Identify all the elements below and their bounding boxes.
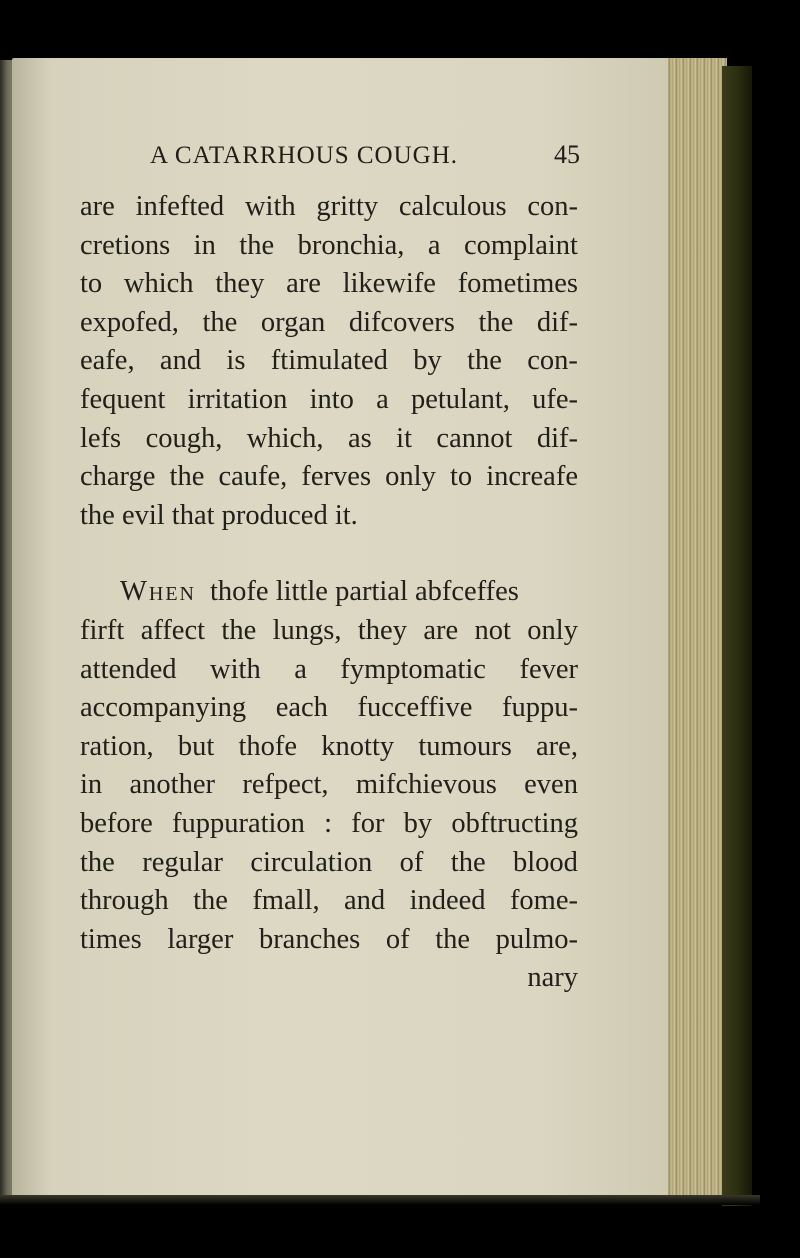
word: caufe, (218, 461, 288, 493)
word: the (202, 306, 238, 338)
running-title: A CATARRHOUS COUGH. (150, 142, 459, 169)
word: to (80, 268, 103, 300)
word: in (80, 769, 103, 801)
text-line (80, 805, 578, 844)
text-line (80, 766, 578, 805)
word: tumours (418, 730, 512, 762)
word: eafe, (80, 345, 135, 377)
page-number: 45 (554, 140, 580, 169)
word: of (399, 846, 424, 878)
text-line (80, 265, 578, 304)
word: not (474, 614, 511, 646)
word: increafe (486, 461, 578, 493)
word: fever (519, 653, 578, 685)
word: gritty (316, 191, 379, 222)
word: they (215, 268, 265, 300)
word: blood (513, 846, 578, 878)
word: complaint (463, 229, 578, 261)
text-line: When thofe little partial abfceffes (80, 573, 578, 612)
text-line: the evil that produced it. (80, 499, 358, 531)
word: : (324, 807, 333, 839)
word: bronchia, (297, 229, 405, 261)
word: even (524, 769, 578, 801)
word: cretions (80, 229, 171, 261)
text-line (80, 188, 578, 227)
word: pulmo- (495, 923, 578, 955)
word: a (427, 229, 441, 261)
word: fmall, (252, 885, 320, 917)
text-line (80, 420, 578, 459)
text-line (80, 689, 578, 728)
word: refpect, (242, 769, 329, 801)
word: the (169, 461, 205, 493)
word: of (385, 923, 410, 955)
word: fymptomatic (340, 653, 486, 685)
word: fuppu- (502, 692, 578, 724)
word: are (423, 614, 459, 646)
paragraph-gap (80, 535, 578, 573)
paragraph-lead-word: When (120, 576, 197, 608)
text-line (80, 612, 578, 651)
word: the (435, 923, 471, 955)
word: each (275, 692, 328, 724)
word: the (239, 229, 275, 261)
book-cover-edge (722, 66, 752, 1206)
word: accompanying (80, 692, 247, 724)
word: in (193, 229, 216, 261)
body-text (80, 188, 578, 998)
text-line (80, 921, 578, 960)
word: fuppuration (171, 807, 305, 839)
word: through (80, 885, 169, 917)
word: the (478, 306, 514, 338)
word: con- (527, 345, 578, 377)
word: with (210, 653, 261, 685)
word: knotty (321, 730, 395, 762)
word: before (80, 807, 153, 839)
word: branches (258, 923, 361, 955)
word: which, (246, 422, 324, 454)
word: thofe (238, 730, 298, 762)
word: another (129, 769, 215, 801)
word: indeed (409, 885, 486, 917)
word: the (80, 846, 115, 878)
word: ferves (301, 461, 372, 493)
catchword: nary (527, 962, 578, 994)
word: are (80, 191, 115, 222)
word: only (385, 461, 436, 493)
catchword-line (80, 959, 578, 998)
word: a (376, 383, 389, 415)
word: mifchievous (355, 769, 497, 801)
word: it (396, 422, 412, 454)
text-line (80, 342, 578, 381)
word: are (286, 268, 321, 300)
word: obftructing (451, 807, 578, 839)
word: affect (140, 614, 206, 646)
word: the (467, 345, 502, 377)
word: a (294, 653, 307, 685)
word: attended (80, 653, 177, 685)
word: but (177, 730, 215, 762)
word: difcovers (348, 306, 455, 338)
word: times (80, 923, 142, 955)
word: dif- (536, 422, 578, 454)
word: cough, (145, 422, 223, 454)
word: fequent (80, 383, 166, 415)
word: for (351, 807, 385, 839)
word: organ (260, 306, 326, 338)
word: con- (527, 191, 578, 222)
word: infefted (135, 191, 225, 222)
word: which (123, 268, 194, 300)
word: ration, (80, 730, 154, 762)
word: by (413, 345, 442, 377)
word: they (357, 614, 407, 646)
word: the (193, 885, 228, 917)
word: charge (80, 461, 156, 493)
word: only (527, 614, 578, 646)
word: firft (80, 614, 125, 646)
word: as (347, 422, 372, 454)
text-line (80, 882, 578, 921)
word: regular (142, 846, 223, 878)
word: with (244, 191, 296, 222)
word: calculous (398, 191, 507, 222)
word: lefs (80, 422, 122, 454)
text-line (80, 304, 578, 343)
word: ufe- (532, 383, 578, 415)
word: lungs, (272, 614, 342, 646)
word: to (449, 461, 473, 493)
word: fucceffive (357, 692, 473, 724)
word: larger (167, 923, 234, 955)
word: by (403, 807, 433, 839)
text-line (80, 651, 578, 690)
word: are, (536, 730, 578, 762)
text-line (80, 728, 578, 767)
text-line (80, 844, 578, 883)
word: the (450, 846, 486, 878)
word: and (159, 345, 202, 377)
word: dif- (536, 306, 578, 338)
word: the (221, 614, 257, 646)
word: petulant, (410, 383, 510, 415)
text-line (80, 227, 578, 266)
word: likewife (342, 268, 436, 300)
text-line (80, 458, 578, 497)
word: ftimulated (270, 345, 388, 377)
page-bottom-shadow (0, 1195, 760, 1205)
word: into (309, 383, 354, 415)
word: fometimes (457, 268, 578, 300)
text-line (80, 381, 578, 420)
word: expofed, (80, 306, 179, 338)
word: is (226, 345, 246, 377)
word: cannot (436, 422, 513, 454)
word: and (344, 885, 386, 917)
word: irritation (187, 383, 288, 415)
running-head (150, 140, 580, 170)
word: circulation (250, 846, 373, 878)
word: fome- (509, 885, 578, 917)
